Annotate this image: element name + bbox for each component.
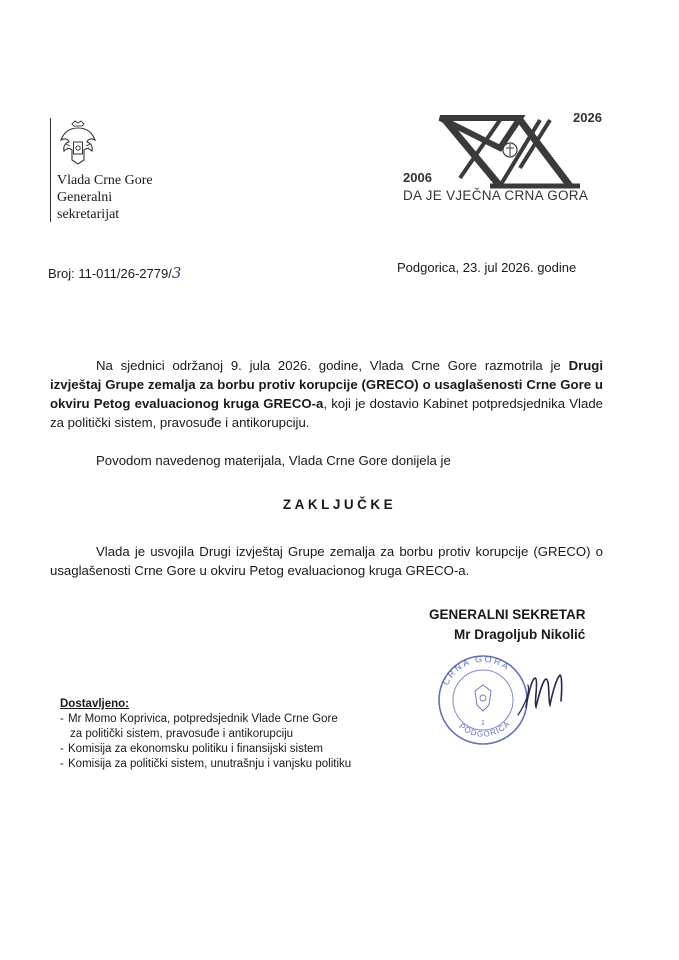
distribution-item-cont: za politički sistem, pravosuđe i antikorupciju [70,728,294,740]
org-name [57,172,153,223]
coat-of-arms-icon [58,120,98,166]
signature-name: Mr Dragoljub Nikolić [454,627,586,642]
distribution-item-line: Komisija za politički sistem, unutrašnju i vanjsku politiku [68,758,352,770]
header-divider [50,118,51,222]
distribution-item: - Komisija za ekonomsku politiku i finansijski sistem [60,743,324,755]
official-stamp-icon [430,645,580,750]
distribution-title: Dostavljeno: [60,698,130,710]
reference-handwritten-suffix: 3 [171,264,182,282]
stamp-number: 1 [481,720,485,727]
p1-intro: Na sjednici održanoj 9. jula 2026. godine, Vlada Crne Gore razmotrila je [96,358,569,373]
distribution-item-line: Mr Momo Koprivica, potpredsjednik Vlade Crne Gore [68,713,338,725]
signature-title: GENERALNI SEKRETAR [429,607,586,622]
org-line-1: Vlada Crne Gore [57,173,153,188]
paragraph-1 [50,356,603,432]
org-line-3: sekretarijat [57,207,120,222]
logo-year-end: 2026 [573,110,602,125]
paragraph-3 [50,542,603,580]
distribution-item: - Komisija za politički sistem, unutrašnju i vanjsku politiku [60,758,352,770]
org-line-2: Generalni [57,190,113,205]
reference-number [48,264,181,282]
distribution-item: - Mr Momo Koprivica, potpredsjednik Vlade Crne Gore za politički sistem, pravosuđe i antikorupciju [60,712,351,742]
p3-text: Vlada je usvojila Drugi izvještaj Grupe zemalja za borbu protiv korupcije (GRECO) o usaglašenosti Crne Gore u okviru Petog evaluacionog kruga GRECO-a. [50,544,603,578]
distribution-item-line: Komisija za ekonomsku politiku i finansijski sistem [68,743,324,755]
stamp-text-bottom: PODGORICA [457,718,513,739]
p1-outro: , koji je dostavio Kabinet potpredsjednika Vlade za politički sistem, pravosuđe i antikorupciju. [50,396,603,430]
distribution-list [60,697,351,772]
logo-year-start: 2006 [403,170,432,185]
document-date: Podgorica, 23. jul 2026. godine [397,260,577,275]
p2-text: Povodom navedenog materijala, Vlada Crne Gore donijela je [96,453,451,468]
p1-document-title: Drugi izvještaj Grupe zemalja za borbu protiv korupcije (GRECO) o usaglašenosti Crne Gore u okviru Petog evaluacionog kruga GRECO-a [50,358,603,411]
logo-motto: DA JE VJEČNA CRNA GORA [403,188,589,203]
paragraph-2 [50,451,603,470]
reference-number-text: Broj: 11-011/26-2779/ [48,266,172,281]
conclusions-heading: ZAKLJUČKE [282,497,397,512]
stamp-text-top: CRNA GORA [440,653,513,687]
